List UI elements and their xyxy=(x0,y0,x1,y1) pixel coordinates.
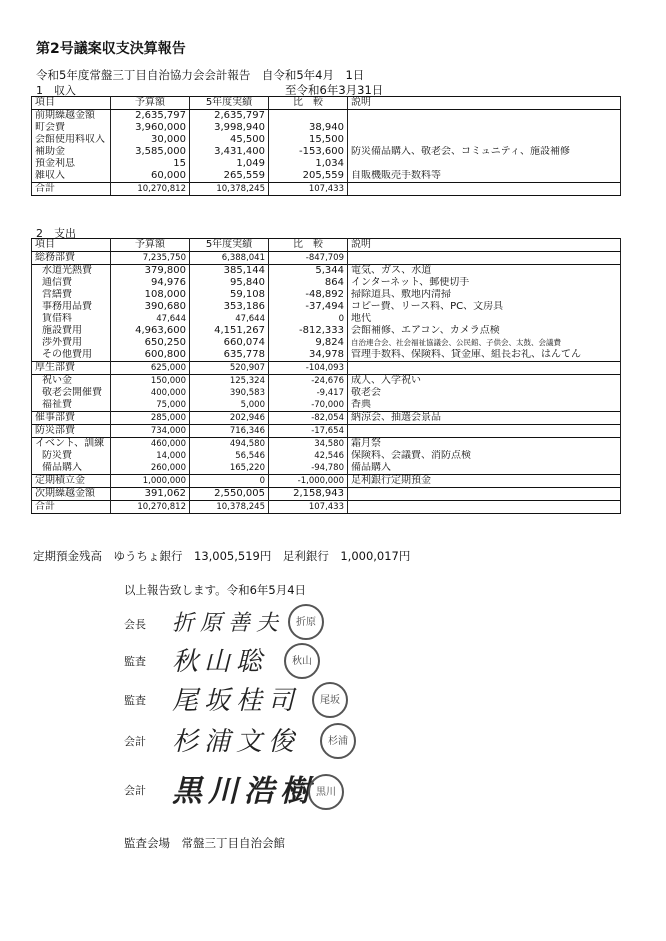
cell-item: その他費用 xyxy=(32,349,111,362)
cell-actual: 45,500 xyxy=(190,134,269,146)
signature-president xyxy=(124,604,544,644)
cell-diff: 15,500 xyxy=(269,134,348,146)
cell-item: 合計 xyxy=(32,183,111,196)
cell-item: イベント、訓練 xyxy=(32,438,111,451)
cell-actual: 6,388,041 xyxy=(190,252,269,265)
cell-diff: -82,054 xyxy=(269,412,348,425)
cell-budget: 94,976 xyxy=(111,277,190,289)
table-row xyxy=(32,134,621,146)
cell-budget: 15 xyxy=(111,158,190,170)
table-row xyxy=(32,501,621,514)
cell-actual: 2,550,005 xyxy=(190,488,269,501)
cell-actual: 660,074 xyxy=(190,337,269,349)
cell-budget: 460,000 xyxy=(111,438,190,451)
header-note: 説明 xyxy=(348,97,621,110)
cell-diff: 864 xyxy=(269,277,348,289)
cell-budget: 400,000 xyxy=(111,387,190,399)
cell-note: 掃除道具、敷地内清掃 xyxy=(348,289,621,301)
cell-actual: 4,151,267 xyxy=(190,325,269,337)
cell-item: 水道光熱費 xyxy=(32,265,111,278)
table-row xyxy=(32,277,621,289)
cell-item: 営繕費 xyxy=(32,289,111,301)
cell-actual: 165,220 xyxy=(190,462,269,475)
cell-diff: -94,780 xyxy=(269,462,348,475)
cell-note: 備品購入 xyxy=(348,462,621,475)
cell-item: 補助金 xyxy=(32,146,111,158)
cell-actual: 3,998,940 xyxy=(190,122,269,134)
cell-item: 町会費 xyxy=(32,122,111,134)
header-diff: 比 較 xyxy=(269,97,348,110)
cell-item: 敬老会開催費 xyxy=(32,387,111,399)
table-row xyxy=(32,462,621,475)
cell-note: 成人、入学祝い xyxy=(348,375,621,388)
document-title: 第2号議案収支決算報告 xyxy=(36,41,186,57)
cell-note xyxy=(348,122,621,134)
cell-budget: 285,000 xyxy=(111,412,190,425)
cell-item: 預金利息 xyxy=(32,158,111,170)
cell-note: 保険料、会議費、消防点検 xyxy=(348,450,621,462)
table-row xyxy=(32,146,621,158)
cell-note: 防災備品購入、敬老会、コミュニティ、施設補修 xyxy=(348,146,621,158)
header-actual: 5年度実績 xyxy=(190,239,269,252)
cell-diff: -48,892 xyxy=(269,289,348,301)
cell-actual: 353,186 xyxy=(190,301,269,313)
cell-diff: 38,940 xyxy=(269,122,348,134)
cell-budget: 10,270,812 xyxy=(111,183,190,196)
cell-actual: 125,324 xyxy=(190,375,269,388)
cell-item: 渉外費用 xyxy=(32,337,111,349)
expense-table xyxy=(31,238,621,514)
income-section-label: 1 収入 xyxy=(36,84,76,97)
table-row xyxy=(32,325,621,337)
cell-diff: 107,433 xyxy=(269,501,348,514)
cell-actual: 520,907 xyxy=(190,362,269,375)
signature-name: 折原善夫 xyxy=(172,611,285,636)
income-table xyxy=(31,96,621,196)
cell-item: 防災部費 xyxy=(32,425,111,438)
deposit-balance: 定期預金残高 ゆうちょ銀行 13,005,519円 足利銀行 1,000,017円 xyxy=(33,549,411,563)
cell-actual: 59,108 xyxy=(190,289,269,301)
cell-budget: 390,680 xyxy=(111,301,190,313)
cell-diff: 42,546 xyxy=(269,450,348,462)
cell-item: 備品購入 xyxy=(32,462,111,475)
signature-role: 会長 xyxy=(124,618,146,631)
cell-budget: 650,250 xyxy=(111,337,190,349)
cell-budget: 108,000 xyxy=(111,289,190,301)
cell-budget: 60,000 xyxy=(111,170,190,183)
cell-budget: 75,000 xyxy=(111,399,190,412)
header-item: 項目 xyxy=(32,97,111,110)
cell-actual: 0 xyxy=(190,475,269,488)
cell-diff xyxy=(269,110,348,123)
table-row xyxy=(32,158,621,170)
cell-budget: 379,800 xyxy=(111,265,190,278)
cell-diff: -847,709 xyxy=(269,252,348,265)
cell-diff: 34,580 xyxy=(269,438,348,451)
cell-item: 雑収入 xyxy=(32,170,111,183)
cell-actual: 2,635,797 xyxy=(190,110,269,123)
cell-item: 会館使用料収入 xyxy=(32,134,111,146)
cell-note: 地代 xyxy=(348,313,621,325)
signature-auditor-2 xyxy=(124,680,544,720)
cell-actual: 390,583 xyxy=(190,387,269,399)
cell-budget: 625,000 xyxy=(111,362,190,375)
cell-note xyxy=(348,488,621,501)
cell-budget: 391,062 xyxy=(111,488,190,501)
signature-role: 会計 xyxy=(124,784,146,797)
cell-note xyxy=(348,134,621,146)
cell-item: 定期積立金 xyxy=(32,475,111,488)
table-row xyxy=(32,488,621,501)
cell-diff: 205,559 xyxy=(269,170,348,183)
cell-diff: -37,494 xyxy=(269,301,348,313)
cell-actual: 494,580 xyxy=(190,438,269,451)
cell-actual: 635,778 xyxy=(190,349,269,362)
cell-diff: -9,417 xyxy=(269,387,348,399)
cell-item: 賃借料 xyxy=(32,313,111,325)
cell-note: 管理手数料、保険料、貸金庫、組長お礼、はんてん xyxy=(348,349,621,362)
cell-note: コピー費、リース料、PC、文房具 xyxy=(348,301,621,313)
cell-actual: 716,346 xyxy=(190,425,269,438)
cell-item: 事務用品費 xyxy=(32,301,111,313)
signature-name: 秋山聡 xyxy=(172,647,269,677)
cell-item: 厚生部費 xyxy=(32,362,111,375)
header-item: 項目 xyxy=(32,239,111,252)
cell-diff: 9,824 xyxy=(269,337,348,349)
table-row xyxy=(32,362,621,375)
cell-diff: 2,158,943 xyxy=(269,488,348,501)
cell-budget: 4,963,600 xyxy=(111,325,190,337)
table-row xyxy=(32,375,621,388)
cell-budget: 3,585,000 xyxy=(111,146,190,158)
cell-diff: 107,433 xyxy=(269,183,348,196)
audit-venue: 監査会場 常盤三丁目自治会館 xyxy=(124,836,285,850)
cell-budget: 3,960,000 xyxy=(111,122,190,134)
cell-budget: 30,000 xyxy=(111,134,190,146)
cell-actual: 56,546 xyxy=(190,450,269,462)
cell-diff: 34,978 xyxy=(269,349,348,362)
cell-diff: 1,034 xyxy=(269,158,348,170)
cell-note xyxy=(348,362,621,375)
cell-budget: 1,000,000 xyxy=(111,475,190,488)
cell-note: 足利銀行定期預金 xyxy=(348,475,621,488)
cell-note: 自販機販売手数料等 xyxy=(348,170,621,183)
seal-stamp: 杉浦 xyxy=(320,723,356,759)
signature-role: 監査 xyxy=(124,655,146,668)
cell-item: 施設費用 xyxy=(32,325,111,337)
cell-actual: 95,840 xyxy=(190,277,269,289)
expense-header-row xyxy=(32,239,621,252)
cell-diff: -70,000 xyxy=(269,399,348,412)
table-row xyxy=(32,412,621,425)
signature-role: 監査 xyxy=(124,694,146,707)
cell-note: 香典 xyxy=(348,399,621,412)
signature-role: 会計 xyxy=(124,735,146,748)
signature-treasurer-1 xyxy=(124,721,544,761)
cell-note xyxy=(348,158,621,170)
header-budget: 予算額 xyxy=(111,97,190,110)
cell-budget: 600,800 xyxy=(111,349,190,362)
table-row xyxy=(32,110,621,123)
table-row xyxy=(32,399,621,412)
cell-budget: 150,000 xyxy=(111,375,190,388)
cell-note: 自治連合会、社会福祉協議会、公民館、子供会、太鼓、会議費 xyxy=(348,337,621,349)
table-row xyxy=(32,170,621,183)
cell-diff: -104,093 xyxy=(269,362,348,375)
cell-item: 総務部費 xyxy=(32,252,111,265)
table-row xyxy=(32,337,621,349)
cell-diff: 5,344 xyxy=(269,265,348,278)
header-budget: 予算額 xyxy=(111,239,190,252)
signature-name: 尾坂桂司 xyxy=(172,686,301,716)
cell-actual: 47,644 xyxy=(190,313,269,325)
cell-note xyxy=(348,425,621,438)
table-row xyxy=(32,313,621,325)
cell-item: 祝い金 xyxy=(32,375,111,388)
cell-diff: -1,000,000 xyxy=(269,475,348,488)
table-row xyxy=(32,289,621,301)
cell-budget: 14,000 xyxy=(111,450,190,462)
cell-actual: 10,378,245 xyxy=(190,183,269,196)
cell-budget: 260,000 xyxy=(111,462,190,475)
cell-item: 次期繰越金額 xyxy=(32,488,111,501)
period-end: 至令和6年3月31日 xyxy=(285,83,384,97)
cell-item: 前期繰越金額 xyxy=(32,110,111,123)
table-row xyxy=(32,183,621,196)
cell-diff: -153,600 xyxy=(269,146,348,158)
cell-diff: -24,676 xyxy=(269,375,348,388)
seal-stamp: 黒川 xyxy=(308,774,344,810)
table-row xyxy=(32,475,621,488)
cell-diff: -812,333 xyxy=(269,325,348,337)
table-row xyxy=(32,387,621,399)
cell-item: 通信費 xyxy=(32,277,111,289)
cell-actual: 1,049 xyxy=(190,158,269,170)
seal-stamp: 尾坂 xyxy=(312,682,348,718)
cell-note: 会館補修、エアコン、カメラ点検 xyxy=(348,325,621,337)
cell-item: 福祉費 xyxy=(32,399,111,412)
cell-note: 敬老会 xyxy=(348,387,621,399)
cell-actual: 265,559 xyxy=(190,170,269,183)
cell-diff: 0 xyxy=(269,313,348,325)
cell-item: 合計 xyxy=(32,501,111,514)
signature-name: 黒川浩樹 xyxy=(172,774,316,809)
income-header-row xyxy=(32,97,621,110)
cell-actual: 3,431,400 xyxy=(190,146,269,158)
signature-treasurer-2 xyxy=(124,770,544,810)
cell-actual: 202,946 xyxy=(190,412,269,425)
cell-note: 納涼会、抽選会景品 xyxy=(348,412,621,425)
cell-budget: 7,235,750 xyxy=(111,252,190,265)
cell-note xyxy=(348,183,621,196)
cell-item: 催事部費 xyxy=(32,412,111,425)
cell-note: インターネット、郵便切手 xyxy=(348,277,621,289)
cell-budget: 47,644 xyxy=(111,313,190,325)
seal-stamp: 折原 xyxy=(288,604,324,640)
cell-note: 電気、ガス、水道 xyxy=(348,265,621,278)
cell-actual: 5,000 xyxy=(190,399,269,412)
header-diff: 比 較 xyxy=(269,239,348,252)
table-row xyxy=(32,301,621,313)
cell-budget: 10,270,812 xyxy=(111,501,190,514)
cell-budget: 734,000 xyxy=(111,425,190,438)
expense-section-label: 2 支出 xyxy=(36,227,76,240)
table-row xyxy=(32,349,621,362)
table-row xyxy=(32,438,621,451)
cell-item: 防災費 xyxy=(32,450,111,462)
cell-note xyxy=(348,110,621,123)
header-note: 説明 xyxy=(348,239,621,252)
table-row xyxy=(32,425,621,438)
table-row xyxy=(32,252,621,265)
cell-actual: 10,378,245 xyxy=(190,501,269,514)
table-row xyxy=(32,450,621,462)
table-row xyxy=(32,122,621,134)
cell-budget: 2,635,797 xyxy=(111,110,190,123)
cell-actual: 385,144 xyxy=(190,265,269,278)
cell-note xyxy=(348,252,621,265)
report-statement: 以上報告致します。令和6年5月4日 xyxy=(124,583,307,597)
signature-auditor-1 xyxy=(124,641,544,681)
signature-name: 杉浦文俊 xyxy=(172,727,301,757)
cell-diff: -17,654 xyxy=(269,425,348,438)
report-subtitle: 令和5年度常盤三丁目自治協力会会計報告 自令和5年4月 1日 xyxy=(36,68,365,82)
table-row xyxy=(32,265,621,278)
cell-note: 霜月祭 xyxy=(348,438,621,451)
seal-stamp: 秋山 xyxy=(284,643,320,679)
header-actual: 5年度実績 xyxy=(190,97,269,110)
cell-note xyxy=(348,501,621,514)
